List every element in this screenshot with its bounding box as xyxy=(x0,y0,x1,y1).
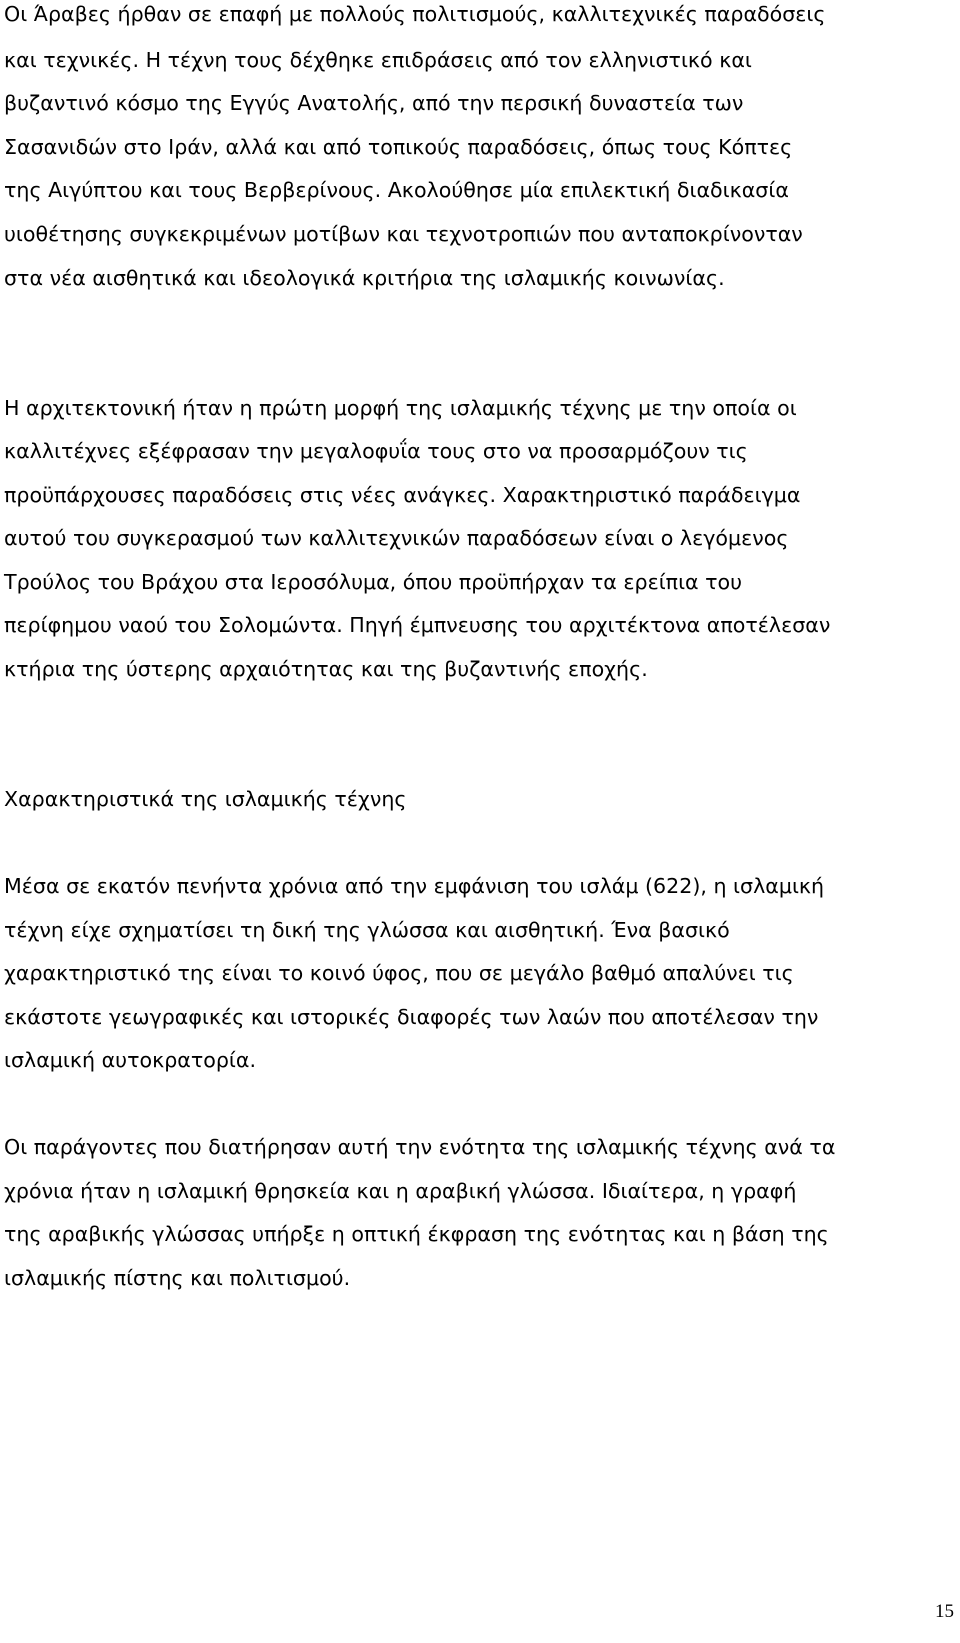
text-line: της Αιγύπτου και τους Βερβερίνους. Ακολούθησε μία επιλεκτική διαδικασία xyxy=(4,178,789,202)
text-line: στα νέα αισθητικά και ιδεολογικά κριτήρια της ισλαμικής κοινωνίας. xyxy=(4,266,725,290)
section-heading: Χαρακτηριστικά της ισλαμικής τέχνης xyxy=(4,787,407,811)
text-line: προϋπάρχουσες παραδόσεις στις νέες ανάγκες. Χαρακτηριστικό παράδειγμα xyxy=(4,483,801,507)
text-line: Μέσα σε εκατόν πενήντα χρόνια από την εμφάνιση του ισλάμ (622), η ισλαμική xyxy=(4,874,825,898)
text-line: εκάστοτε γεωγραφικές και ιστορικές διαφορές των λαών που αποτέλεσαν την xyxy=(4,1005,819,1029)
text-line: περίφημου ναού του Σολομώντα. Πηγή έμπνευσης του αρχιτέκτονα αποτέλεσαν xyxy=(4,613,831,637)
text-line: βυζαντινό κόσμο της Εγγύς Ανατολής, από την περσική δυναστεία των xyxy=(4,91,744,115)
text-line: χρόνια ήταν η ισλαμική θρησκεία και η αραβική γλώσσα. Ιδιαίτερα, η γραφή xyxy=(4,1179,797,1203)
text-line: καλλιτέχνες εξέφρασαν την μεγαλοφυΐα τους στο να προσαρμόζουν τις xyxy=(4,439,748,463)
text-line: της αραβικής γλώσσας υπήρξε η οπτική έκφραση της ενότητας και η βάση της xyxy=(4,1222,829,1246)
text-line: υιοθέτησης συγκεκριμένων μοτίβων και τεχνοτροπιών που ανταποκρίνονταν xyxy=(4,222,803,246)
text-line: Σασανιδών στο Ιράν, αλλά και από τοπικούς παραδόσεις, όπως τους Κόπτες xyxy=(4,135,793,159)
text-line: και τεχνικές. Η τέχνη τους δέχθηκε επιδράσεις από τον ελληνιστικό και xyxy=(4,48,752,72)
text-line: τέχνη είχε σχηματίσει τη δική της γλώσσα και αισθητική. Ένα βασικό xyxy=(4,918,730,942)
text-line: χαρακτηριστικό της είναι το κοινό ύφος, που σε μεγάλο βαθμό απαλύνει τις xyxy=(4,961,794,985)
page-number: 15 xyxy=(935,1601,954,1622)
text-line: Οι Άραβες ήρθαν σε επαφή με πολλούς πολιτισμούς, καλλιτεχνικές παραδόσεις xyxy=(4,2,826,26)
text-line: ισλαμικής πίστης και πολιτισμού. xyxy=(4,1266,351,1290)
text-line: κτήρια της ύστερης αρχαιότητας και της βυζαντινής εποχής. xyxy=(4,657,648,681)
text-line: ισλαμική αυτοκρατορία. xyxy=(4,1048,257,1072)
text-line: αυτού του συγκερασμού των καλλιτεχνικών παραδόσεων είναι ο λεγόμενος xyxy=(4,526,789,550)
text-line: Τρούλος του Βράχου στα Ιεροσόλυμα, όπου προϋπήρχαν τα ερείπια του xyxy=(4,570,743,594)
text-line: Η αρχιτεκτονική ήταν η πρώτη μορφή της ισλαμικής τέχνης με την οποία οι xyxy=(4,396,797,420)
text-line: Οι παράγοντες που διατήρησαν αυτή την ενότητα της ισλαμικής τέχνης ανά τα xyxy=(4,1135,836,1159)
